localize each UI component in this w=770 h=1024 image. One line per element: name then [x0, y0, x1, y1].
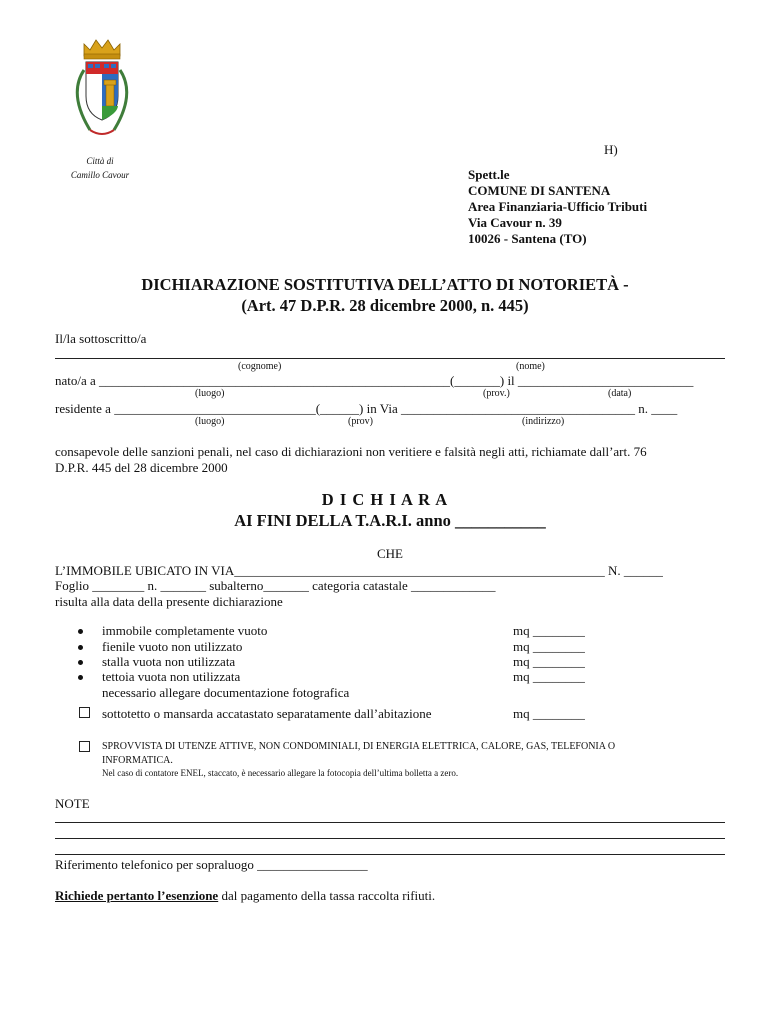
- document-subtitle: (Art. 47 D.P.R. 28 dicembre 2000, n. 445): [241, 296, 529, 315]
- city-crest: [62, 34, 142, 144]
- phone-reference-line[interactable]: Riferimento telefonico per sopraluogo _________________: [55, 857, 368, 872]
- option-label: stalla vuota non utilizzata: [102, 654, 236, 669]
- closing-emphasis: Richiede pertanto l’esenzione: [55, 888, 219, 903]
- recipient-line: Via Cavour n. 39: [468, 215, 562, 230]
- property-address-line[interactable]: L’IMMOBILE UBICATO IN VIA_________________________________________________________ N. ______: [55, 563, 663, 578]
- attic-checkbox[interactable]: [79, 707, 90, 718]
- notes-line[interactable]: [55, 838, 725, 839]
- utilities-note: Nel caso di contatore ENEL, staccato, è necessario allegare la fotocopia dell’ultima bolletta a zero.: [102, 768, 459, 778]
- crest-caption-1: Città di: [86, 156, 114, 166]
- recipient-line: COMUNE DI SANTENA: [468, 183, 611, 198]
- residence-line[interactable]: residente a _______________________________(______) in Via ____________________________________ n. ____: [55, 401, 678, 416]
- option-mq[interactable]: mq ________: [513, 623, 585, 638]
- declaration-heading: D I C H I A R A: [321, 490, 449, 509]
- attic-label: sottotetto o mansarda accatastato separatamente dall’abitazione: [102, 706, 432, 721]
- birth-line[interactable]: nato/a a ______________________________________________________(_______) il ___________________________: [55, 373, 694, 388]
- closing-rest: dal pagamento della tassa raccolta rifiuti.: [218, 888, 436, 903]
- label-indirizzo: (indirizzo): [522, 416, 565, 427]
- notes-line[interactable]: [55, 854, 725, 855]
- name-input-line[interactable]: [55, 358, 725, 359]
- shield-icon: [86, 62, 118, 120]
- option-label: fienile vuoto non utilizzato: [102, 639, 243, 654]
- document-title: DICHIARAZIONE SOSTITUTIVA DELL’ATTO DI NOTORIETÀ -: [141, 275, 629, 294]
- form-code: H): [604, 142, 618, 157]
- option-mq[interactable]: mq ________: [513, 639, 585, 654]
- option-mq[interactable]: mq ________: [513, 654, 585, 669]
- cadastral-line[interactable]: Foglio ________ n. _______ subalterno_______ categoria catastale _____________: [55, 578, 496, 593]
- utilities-line-1: SPROVVISTA DI UTENZE ATTIVE, NON CONDOMINIALI, DI ENERGIA ELETTRICA, CALORE, GAS, TELEFONIA O: [102, 741, 616, 752]
- utilities-line-2: INFORMATICA.: [102, 755, 173, 766]
- option-label: tettoia vuota non utilizzata: [102, 669, 241, 684]
- utilities-checkbox[interactable]: [79, 741, 90, 752]
- label-cognome: (cognome): [238, 361, 282, 372]
- crest-caption-2: Camillo Cavour: [70, 170, 130, 180]
- option-mq[interactable]: mq ________: [513, 669, 585, 684]
- bullet-icon: [78, 645, 83, 650]
- bullet-icon: [78, 675, 83, 680]
- notes-label: NOTE: [55, 796, 90, 811]
- recipient-line: Area Finanziaria-Ufficio Tributi: [468, 199, 648, 214]
- attic-mq[interactable]: mq ________: [513, 706, 585, 721]
- recipient-line: Spett.le: [468, 167, 510, 182]
- label-luogo2: (luogo): [195, 416, 225, 427]
- che-label: CHE: [377, 546, 403, 561]
- declaration-subheading: AI FINI DELLA T.A.R.I. anno ___________: [234, 511, 546, 530]
- label-prov: (prov.): [483, 388, 510, 399]
- recipient-line: 10026 - Santena (TO): [468, 231, 587, 246]
- label-luogo: (luogo): [195, 388, 225, 399]
- photo-note: necessario allegare documentazione fotografica: [102, 685, 350, 700]
- label-data: (data): [608, 388, 632, 399]
- label-nome: (nome): [516, 361, 545, 372]
- option-label: immobile completamente vuoto: [102, 623, 268, 638]
- bullet-icon: [78, 660, 83, 665]
- notes-line[interactable]: [55, 822, 725, 823]
- crown-icon: [84, 40, 120, 59]
- awareness-line-2: D.P.R. 445 del 28 dicembre 2000: [55, 460, 228, 475]
- closing-statement: [55, 888, 435, 904]
- bullet-icon: [78, 629, 83, 634]
- label-prov2: (prov): [348, 416, 373, 427]
- result-line: risulta alla data della presente dichiarazione: [55, 594, 283, 609]
- declarant-intro: Il/la sottoscritto/a: [55, 331, 147, 346]
- awareness-line-1: consapevole delle sanzioni penali, nel caso di dichiarazioni non veritiere e falsità negli atti, richiamate dall’art. 76: [55, 444, 647, 459]
